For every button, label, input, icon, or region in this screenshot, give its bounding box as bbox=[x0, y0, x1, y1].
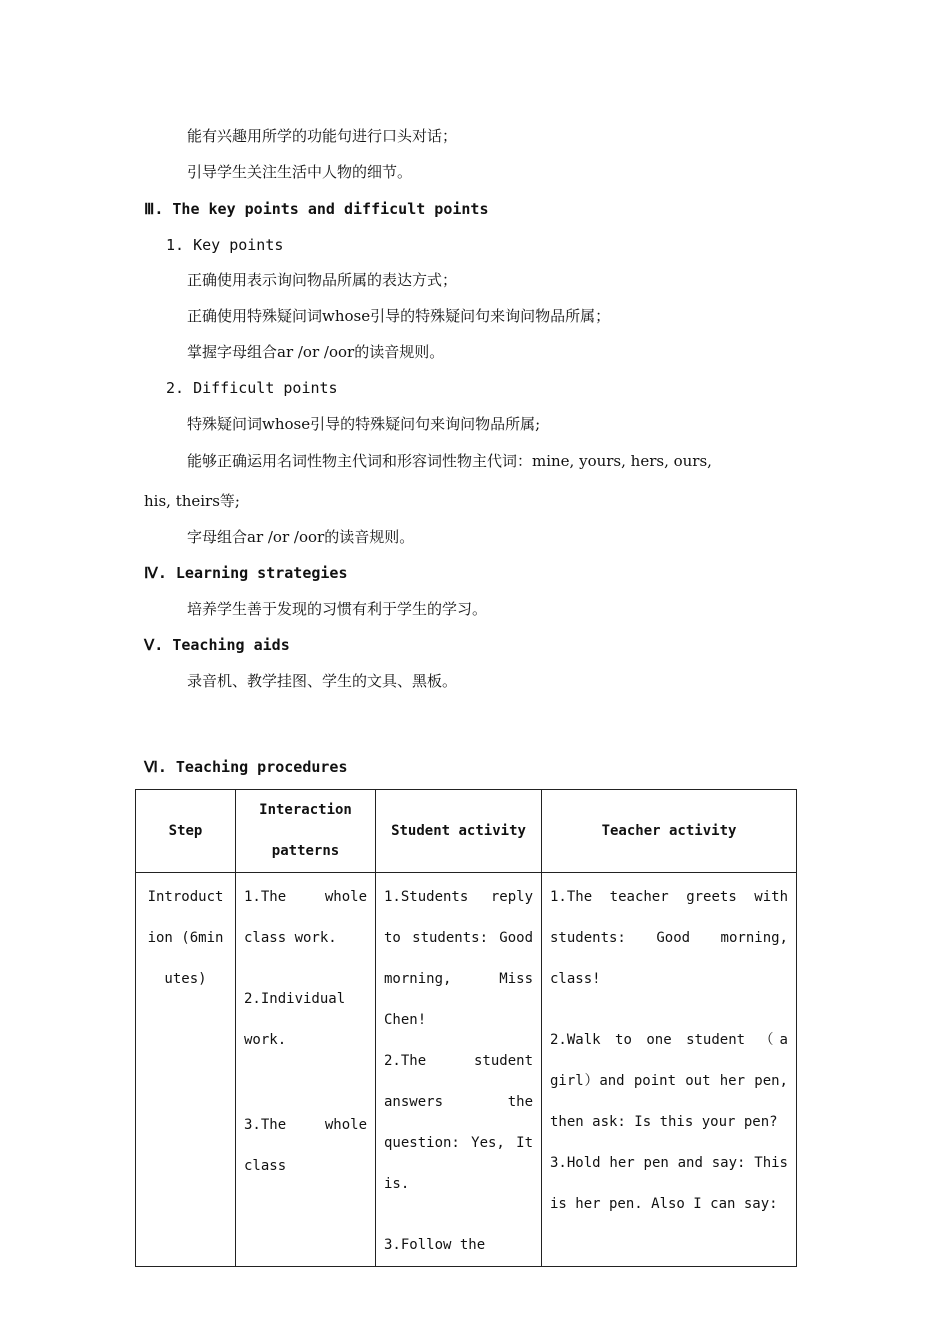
key-point-3: 掌握字母组合ar /or /oor的读音规则。 bbox=[187, 343, 445, 361]
difficult-point-2: 能够正确运用名词性物主代词和形容词性物主代词：mine, yours, hers, ours, bbox=[187, 452, 712, 470]
section-heading-key-points: Ⅲ. The key points and difficult points bbox=[144, 200, 489, 218]
step-name: Introduction (6minutes) bbox=[147, 889, 224, 987]
difficult-point-2-continued: his, theirs等; bbox=[144, 492, 240, 510]
key-points-title: 1. Key points bbox=[166, 236, 284, 254]
student-activity-3: 3.Follow the bbox=[384, 1237, 486, 1253]
difficult-point-3: 字母组合ar /or /oor的读音规则。 bbox=[187, 528, 415, 546]
interaction-item-3: 3.The whole class bbox=[244, 1117, 367, 1174]
table-row bbox=[136, 873, 797, 1267]
difficult-point-1: 特殊疑问词whose引导的特殊疑问句来询问物品所属; bbox=[187, 415, 541, 433]
interaction-item-2: 2.Individual work. bbox=[244, 991, 346, 1048]
teaching-aids-list: 录音机、教学挂图、学生的文具、黑板。 bbox=[187, 672, 458, 690]
student-activity-2: 2.The student answers the question: Yes, It is. bbox=[384, 1053, 533, 1192]
teacher-activity-cell bbox=[542, 873, 797, 1267]
header-teacher-activity: Teacher activity bbox=[542, 790, 797, 873]
difficult-points-title: 2. Difficult points bbox=[166, 379, 338, 397]
student-activity-cell bbox=[376, 873, 542, 1267]
table-header-row bbox=[136, 790, 797, 873]
interaction-cell bbox=[236, 873, 376, 1267]
key-point-2: 正确使用特殊疑问词whose引导的特殊疑问句来询问物品所属； bbox=[187, 307, 611, 325]
objective-line-2: 引导学生关注生活中人物的细节。 bbox=[187, 163, 413, 181]
objective-line-1: 能有兴趣用所学的功能句进行口头对话； bbox=[187, 127, 458, 145]
teacher-activity-1: 1.The teacher greets with students: Good morning, class! bbox=[550, 889, 788, 987]
step-cell bbox=[136, 873, 236, 1267]
section-heading-learning-strategies: Ⅳ. Learning strategies bbox=[144, 564, 348, 582]
teaching-procedures-table bbox=[135, 789, 797, 1267]
section-heading-teaching-aids: Ⅴ. Teaching aids bbox=[144, 636, 290, 654]
header-interaction-patterns: Interaction patterns bbox=[236, 790, 376, 873]
learning-strategy: 培养学生善于发现的习惯有利于学生的学习。 bbox=[187, 600, 488, 618]
student-activity-1: 1.Students reply to students: Good morning, Miss Chen! bbox=[384, 889, 533, 1028]
section-heading-teaching-procedures: Ⅵ. Teaching procedures bbox=[144, 758, 348, 776]
interaction-item-1: 1.The whole class work. bbox=[244, 889, 367, 946]
header-student-activity: Student activity bbox=[376, 790, 542, 873]
key-point-1: 正确使用表示询问物品所属的表达方式； bbox=[187, 271, 458, 289]
teacher-activity-2: 2.Walk to one student （a girl）and point out her pen, then ask: Is this your pen? bbox=[550, 1032, 788, 1130]
teacher-activity-3: 3.Hold her pen and say: This is her pen. Also I can say: bbox=[550, 1155, 788, 1212]
header-step: Step bbox=[136, 790, 236, 873]
